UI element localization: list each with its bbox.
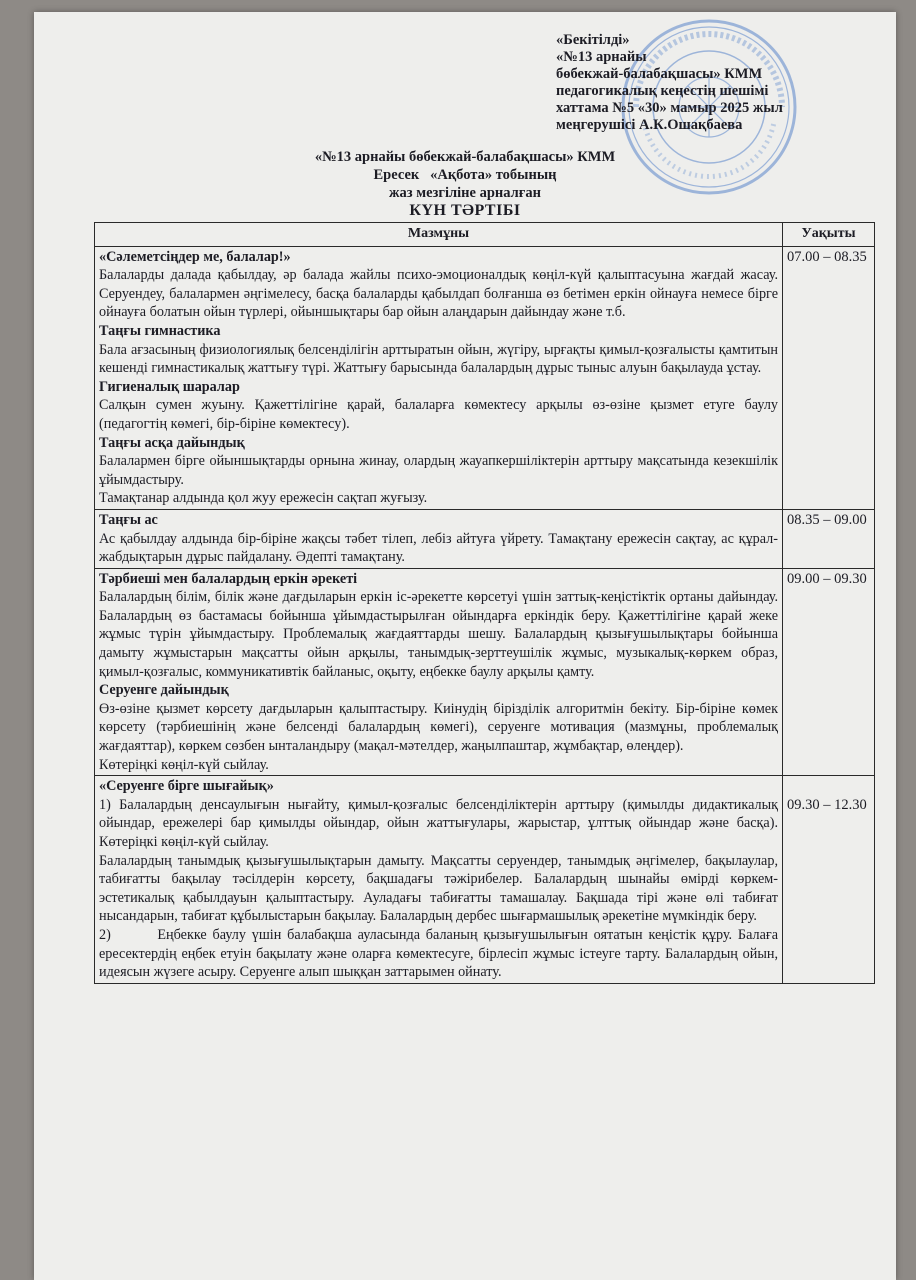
content-cell	[95, 568, 783, 776]
activity-heading: «Сәлеметсіңдер ме, балалар!»	[99, 248, 291, 265]
approval-line: «Бекітілді»	[556, 32, 630, 48]
schedule-table	[94, 222, 875, 984]
season-line: жаз мезгіліне арналған	[389, 185, 541, 201]
activity-heading: Таңғы ас	[99, 511, 158, 528]
time-cell: 09.30 – 12.30	[783, 776, 875, 984]
content-cell	[95, 776, 783, 984]
approval-line: бөбекжай-балабақшасы» КММ	[556, 66, 763, 82]
activity-heading: Гигиеналық шаралар	[99, 378, 240, 395]
column-header-time: Уақыты	[783, 223, 875, 247]
org-name: «№13 арнайы бөбекжай-балабақшасы» КММ	[314, 149, 616, 165]
table-row	[95, 246, 875, 509]
time-cell: 08.35 – 09.00	[783, 509, 875, 568]
content-cell	[95, 509, 783, 568]
activity-text: Балалардың танымдық қызығушылықтарын дамыту. Мақсатты серуендер, танымдық әңгімелер, бақылаулар, табиғатты бақылау тәсілдерін көрсету, бақшадағы тәжірибелер. Балалардың шынайы өмірді көркем-эстетикалық қабылдауын қалыптастыру. Ауладағы табиғатты тамашалау. Бақшада тірі және өлі табиғат нысандарын, табиғат құбылыстарын бақылау. Балалардың дербес шығармашылық әрекетіне мүмкіндік беру.	[99, 852, 778, 925]
table-row	[95, 568, 875, 776]
activity-text: Өз-өзіне қызмет көрсету дағдыларын қалыптастыру. Киінудің бірізділік алгоритмін бекіту. Бір-біріне көмек көрсету (тәрбиешінің және белсенді балалардың көмегі), серуенге мотивация (мазмұны, проблемалық жағдаяттар), көркем сөзбен ынталандыру (мақал-мәтелдер, жаңылпаштар, жұмбақтар, өлеңдер).	[99, 700, 778, 755]
column-header-content: Мазмұны	[95, 223, 783, 247]
activity-text: Бала ағзасының физиологиялық белсенділігін арттыратын ойын, жүгіру, ырғақты қимыл-қозғалысты қамтитын кешенді гимнастикалық жаттығу түрі. Жаттығу барысында балалардың дұрыс тыныс алуын бақылауда ұстау.	[99, 341, 778, 377]
approval-block	[556, 32, 886, 134]
activity-text: 1) Балалардың денсаулығын нығайту, қимыл-қозғалыс белсенділіктерін арттыру (қимылды дидактикалық ойындар, ережелері бар қимылды ойындар, ойын жаттығулары, жарыстар, ұлттық ойындар және басқа). Көтеріңкі көңіл-күй сыйлау.	[99, 796, 778, 850]
document-title: КҮН ТӘРТІБІ	[409, 202, 521, 219]
approval-line: меңгерушісі А.К.Ошақбаева	[556, 117, 743, 133]
table-row	[95, 509, 875, 568]
activity-heading: Таңғы гимнастика	[99, 322, 221, 339]
content-cell	[95, 246, 783, 509]
document-heading	[34, 148, 896, 220]
table-row	[95, 776, 875, 984]
activity-heading: Таңғы асқа дайындық	[99, 434, 245, 451]
activity-text: Тамақтанар алдында қол жуу ережесін сақтап жуғызу.	[99, 490, 428, 507]
document-page	[34, 12, 896, 1280]
activity-text: Балаларды далада қабылдау, әр балада жайлы психо-эмоционалдық көңіл-күй қалыптасуына жағдай жасау. Серуендеу, балалармен әңгімелесу, басқа балаларды қабылдап болғанша өз бетімен еркін ойнауға немесе бірге ойнауға болатын ойын түрлері, ойыншықтары бар ойын алаңдарын дайындау және т.б.	[99, 267, 778, 321]
approval-line: педагогикалық кеңестің шешімі	[556, 83, 769, 99]
group-name: Ересек «Ақбота» тобының	[373, 167, 557, 183]
activity-text: Көтеріңкі көңіл-күй сыйлау.	[99, 756, 269, 773]
activity-text: Салқын сумен жуыну. Қажеттілігіне қарай, балаларға көмектесу арқылы өз-өзіне қызмет етуге баулу (педагогтің көмегі, бір-біріне көмектесу).	[99, 397, 778, 432]
activity-text: 2) Еңбекке баулу үшін балабақша ауласында баланың қызығушылығын оятатын кеңістік құру. Балаға ересектердің еңбек етуін бақылату және оларға көмектесуге, бірлесіп жұмыс істеуге тарту. Балалардың ойын, идеясын жүзеге асыру. Серуенге алып шыққан заттарымен ойнату.	[99, 926, 782, 981]
activity-heading: «Серуенге бірге шығайық»	[99, 778, 274, 795]
table-header-row	[95, 223, 875, 247]
approval-line: хаттама №5 «30» мамыр 2025 жыл	[556, 100, 783, 116]
activity-heading: Серуенге дайындық	[99, 682, 229, 699]
activity-text: Балалардың білім, білік және дағдыларын еркін іс-әрекетте көрсетуі үшін заттық-кеңістіктік ортаны дайындау. Балалардың өз бастамасы бойынша ұйымдастырылған ойындарға еркіндік беру. Қажеттілігіне қарай жеке жұмыс түрін ұйымдастыру. Проблемалық жағдаяттарды шешу. Балалардың қызығушылықтары бойынша дамыту жұмыстарын мақсатты ойын арқылы, танымдық-зерттеушілік жұмыс, музыкалық-көркем образ, қимыл-қозғалыс, коммуникативтік байланыс, оқыту, еңбекке баулу арқылы қамту.	[99, 589, 778, 680]
approval-line: «№13 арнайы	[556, 49, 647, 65]
activity-heading: Тәрбиеші мен балалардың еркін әрекеті	[99, 570, 358, 587]
time-cell: 07.00 – 08.35	[783, 246, 875, 509]
activity-text: Ас қабылдау алдында бір-біріне жақсы тәбет тілеп, лебіз айтуға үйрету. Тамақтану ережесін сақтау, ас құрал-жабдықтарын дұрыс пайдалану. Әдепті тамақтану.	[99, 530, 778, 566]
activity-text: Балалармен бірге ойыншықтарды орнына жинау, олардың жауапкершіліктерін арттыру мақсатында кезекшілік ұйымдастыру.	[99, 453, 778, 488]
time-cell: 09.00 – 09.30	[783, 568, 875, 776]
